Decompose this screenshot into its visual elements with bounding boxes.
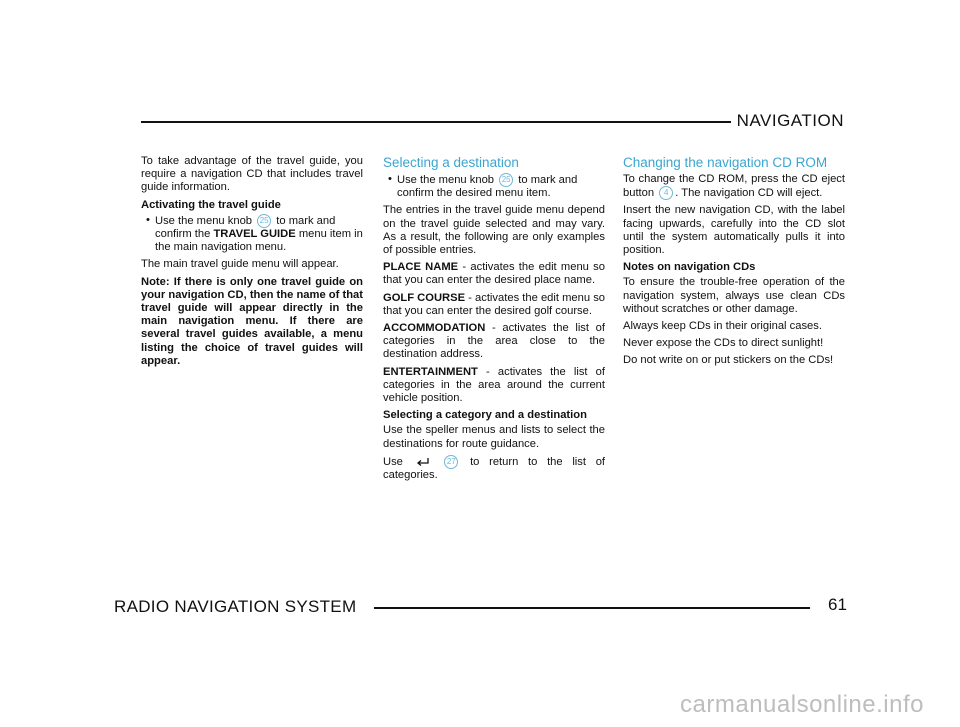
footer-rule	[374, 607, 810, 609]
column-selecting-destination	[383, 155, 605, 486]
bullet-icon: •	[388, 173, 392, 185]
column-changing-cd	[623, 155, 845, 372]
sunlight-paragraph: Never expose the CDs to direct sunlight!	[623, 337, 824, 350]
page-number: 61	[828, 595, 847, 614]
golf-course-entry: GOLF COURSE - activates the edit menu so that you can enter the desired golf course.	[383, 291, 606, 317]
menu-appear-text: The main travel guide menu will appear.	[141, 258, 339, 271]
return-paragraph: Use 27 to return to the list of categories.	[383, 455, 606, 481]
return-arrow-icon	[415, 456, 431, 468]
header-rule	[141, 121, 731, 123]
menu-knob-number: 25	[499, 173, 513, 187]
stickers-paragraph: Do not write on or put stickers on the CDs!	[623, 354, 834, 367]
accommodation-entry: ACCOMMODATION - activates the list of categories in the area close to the destination address.	[383, 321, 605, 361]
menu-knob-number: 25	[257, 214, 271, 228]
list-item: • Use the menu knob 25 to mark and confirm the TRAVEL GUIDE menu item in the main navigation menu.	[141, 214, 363, 255]
column-travel-guide	[141, 155, 363, 372]
footer-title: RADIO NAVIGATION SYSTEM	[114, 597, 357, 616]
eject-button-number: 4	[659, 186, 673, 200]
entertainment-entry: ENTERTAINMENT - activates the list of categories in the area around the current vehicle position.	[383, 365, 605, 404]
back-button-number: 27	[444, 455, 458, 469]
list-item: • Use the menu knob 25 to mark and confirm the desired menu item.	[383, 173, 605, 200]
watermark: carmanualsonline.info	[680, 691, 924, 718]
place-name-entry: PLACE NAME - activates the edit menu so that you can enter the desired place name.	[383, 261, 605, 287]
cases-paragraph: Always keep CDs in their original cases.	[623, 319, 822, 332]
selecting-destination-heading: Selecting a destination	[383, 155, 519, 170]
section-title: NAVIGATION	[736, 111, 844, 130]
entries-paragraph: The entries in the travel guide menu depend on the travel guide selected and may vary. As a result, the following are only examples of possible entries.	[383, 204, 605, 256]
note-paragraph: Note: If there is only one travel guide on your navigation CD, then the name of that travel guide will appear directly in the main navigation menu. If there are several travel guides available, a menu listing the choice of travel guides will appear.	[141, 275, 363, 367]
bullet-icon: •	[146, 213, 150, 226]
activating-heading: Activating the travel guide	[141, 198, 281, 211]
eject-paragraph: To change the CD ROM, press the CD eject button 4 . The navigation CD will eject.	[623, 173, 845, 200]
intro-paragraph: To take advantage of the travel guide, you require a navigation CD that includes travel guide information.	[141, 155, 363, 194]
category-heading: Selecting a category and a destination	[383, 409, 587, 422]
trouble-free-paragraph: To ensure the trouble-free operation of the navigation system, always use clean CDs without scratches or other damage.	[623, 276, 845, 315]
speller-paragraph: Use the speller menus and lists to select the destinations for route guidance.	[383, 424, 605, 450]
insert-paragraph: Insert the new navigation CD, with the label facing upwards, carefully into the CD slot until the system automatically pulls it into position.	[623, 204, 845, 256]
travel-guide-label: TRAVEL GUIDE	[213, 227, 296, 240]
changing-cd-heading: Changing the navigation CD ROM	[623, 155, 828, 170]
notes-heading: Notes on navigation CDs	[623, 261, 756, 274]
